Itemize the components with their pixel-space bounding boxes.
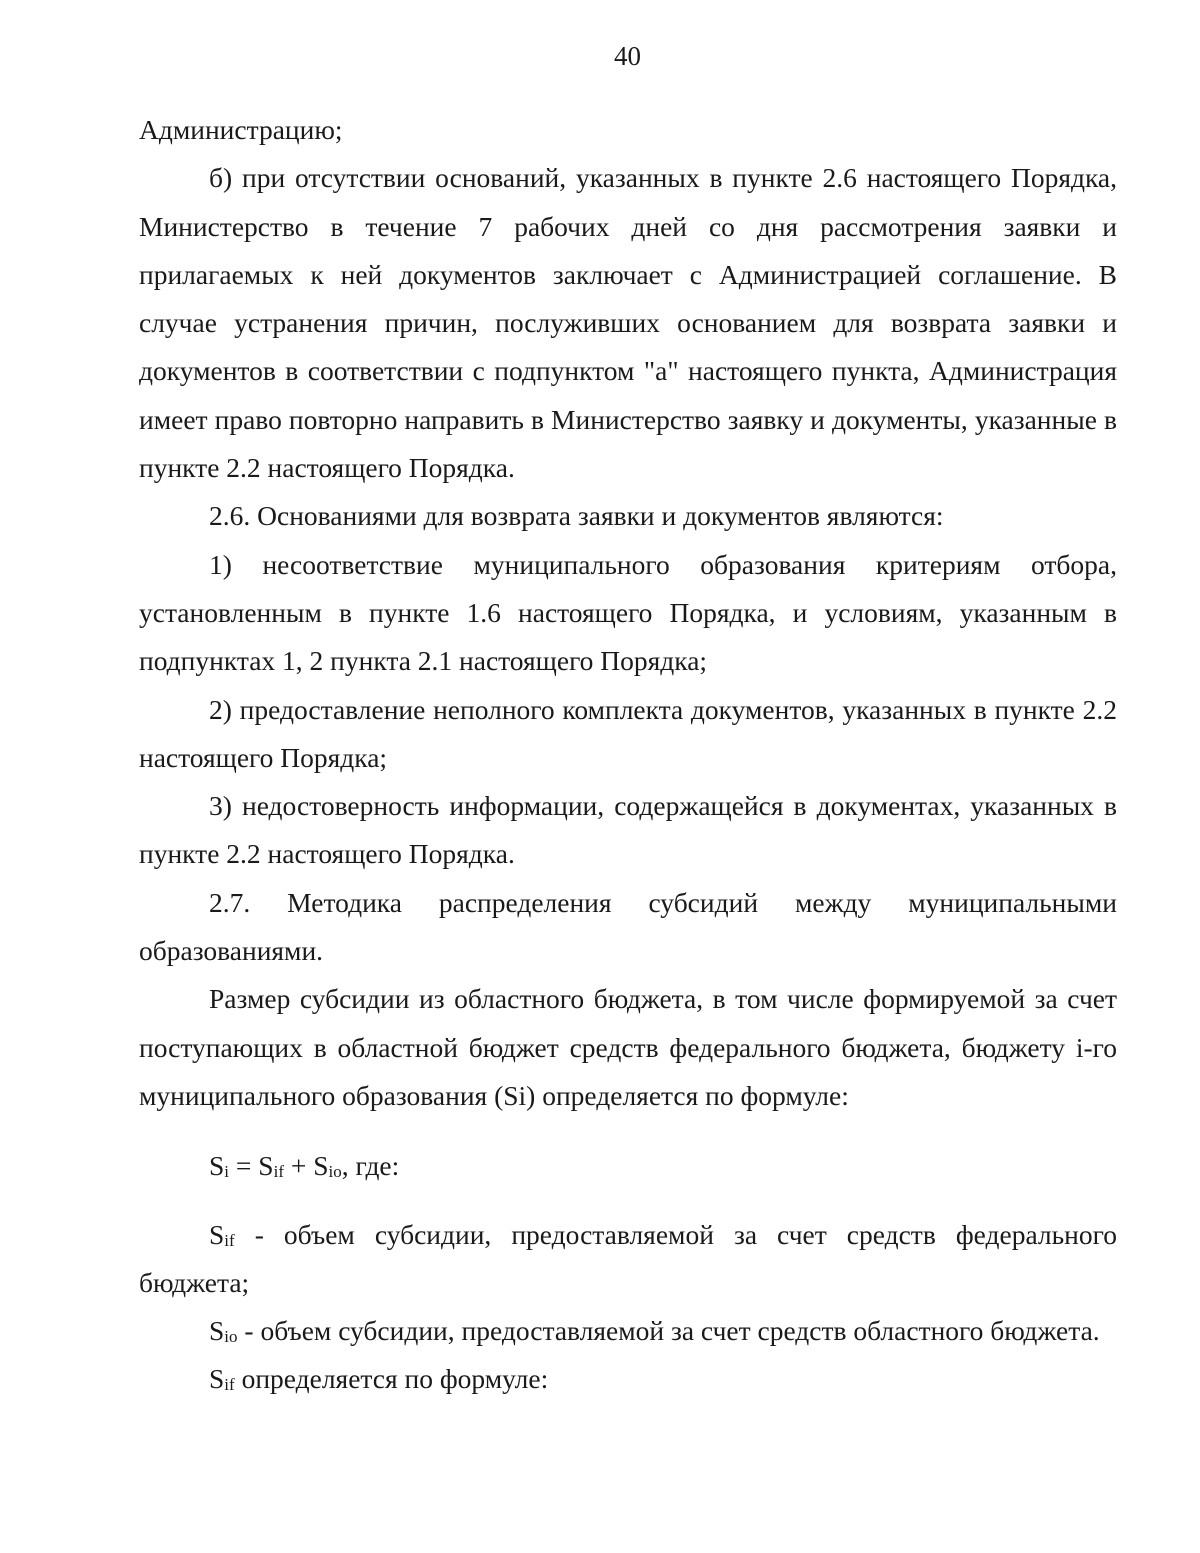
formula-plus: + [283, 1150, 314, 1182]
paragraph-item-1: 1) несоответствие муниципального образования критериям отбора, установленным в пункте 1.6 настоящего Порядка, и условиям, указанным в подпунктах 1, 2 пункта 2.1 настоящего Порядка; [139, 548, 1117, 677]
formula-equals: = [229, 1150, 259, 1182]
definition-sio [139, 1307, 1117, 1355]
definition-text: - объем субсидии, предоставляемой за счет средств федерального бюджета; [139, 1218, 1117, 1298]
definition-subscript: if [224, 1375, 235, 1395]
definition-text: - объем субсидии, предоставляемой за счет средств областного бюджета. [237, 1315, 1100, 1347]
formula-symbol: S [209, 1150, 225, 1182]
definition-symbol: S [209, 1315, 225, 1347]
formula-subscript: i [224, 1162, 230, 1182]
definition-sif [139, 1211, 1117, 1308]
formula-subscript: if [273, 1162, 284, 1182]
formula-subscript: io [328, 1162, 342, 1182]
formula-si [139, 1142, 1117, 1190]
definition-sif-formula [139, 1355, 1117, 1403]
formula-tail: , где: [341, 1150, 400, 1182]
definition-symbol: S [209, 1363, 225, 1395]
definition-symbol: S [209, 1218, 225, 1250]
paragraph-administration: Администрацию; [139, 114, 343, 145]
definition-subscript: io [224, 1327, 238, 1347]
paragraph-item-3: 3) недостоверность информации, содержащейся в документах, указанных в пункте 2.2 настоящего Порядка. [139, 790, 1117, 870]
paragraph-item-2: 2) предоставление неполного комплекта документов, указанных в пункте 2.2 настоящего Порядка; [139, 693, 1117, 773]
paragraph-subsidy-size: Размер субсидии из областного бюджета, в том числе формируемой за счет поступающих в областной бюджет средств федерального бюджета, бюджету i-го муниципального образования (Si) определяется по формуле: [139, 983, 1117, 1111]
paragraph-2-7: 2.7. Методика распределения субсидий между муниципальными образованиями. [139, 886, 1117, 967]
paragraph-b: б) при отсутствии оснований, указанных в пункте 2.6 настоящего Порядка, Министерство в течение 7 рабочих дней со дня рассмотрения заявки и прилагаемых к ней документов заключает с Администрацией соглашение. В случае устранения причин, послуживших основанием для возврата заявки и документов в соответствии с подпунктом "а" настоящего пункта, Администрация имеет право повторно направить в Министерство заявку и документы, указанные в пункте 2.2 настоящего Порядка. [139, 162, 1117, 484]
document-body [139, 106, 1117, 1404]
paragraph-2-6: 2.6. Основаниями для возврата заявки и документов являются: [209, 500, 944, 532]
page-number: 40 [614, 41, 641, 71]
definition-text: определяется по формуле: [234, 1363, 549, 1395]
definition-subscript: if [224, 1230, 235, 1250]
formula-symbol: S [258, 1150, 274, 1182]
formula-symbol: S [313, 1150, 329, 1182]
